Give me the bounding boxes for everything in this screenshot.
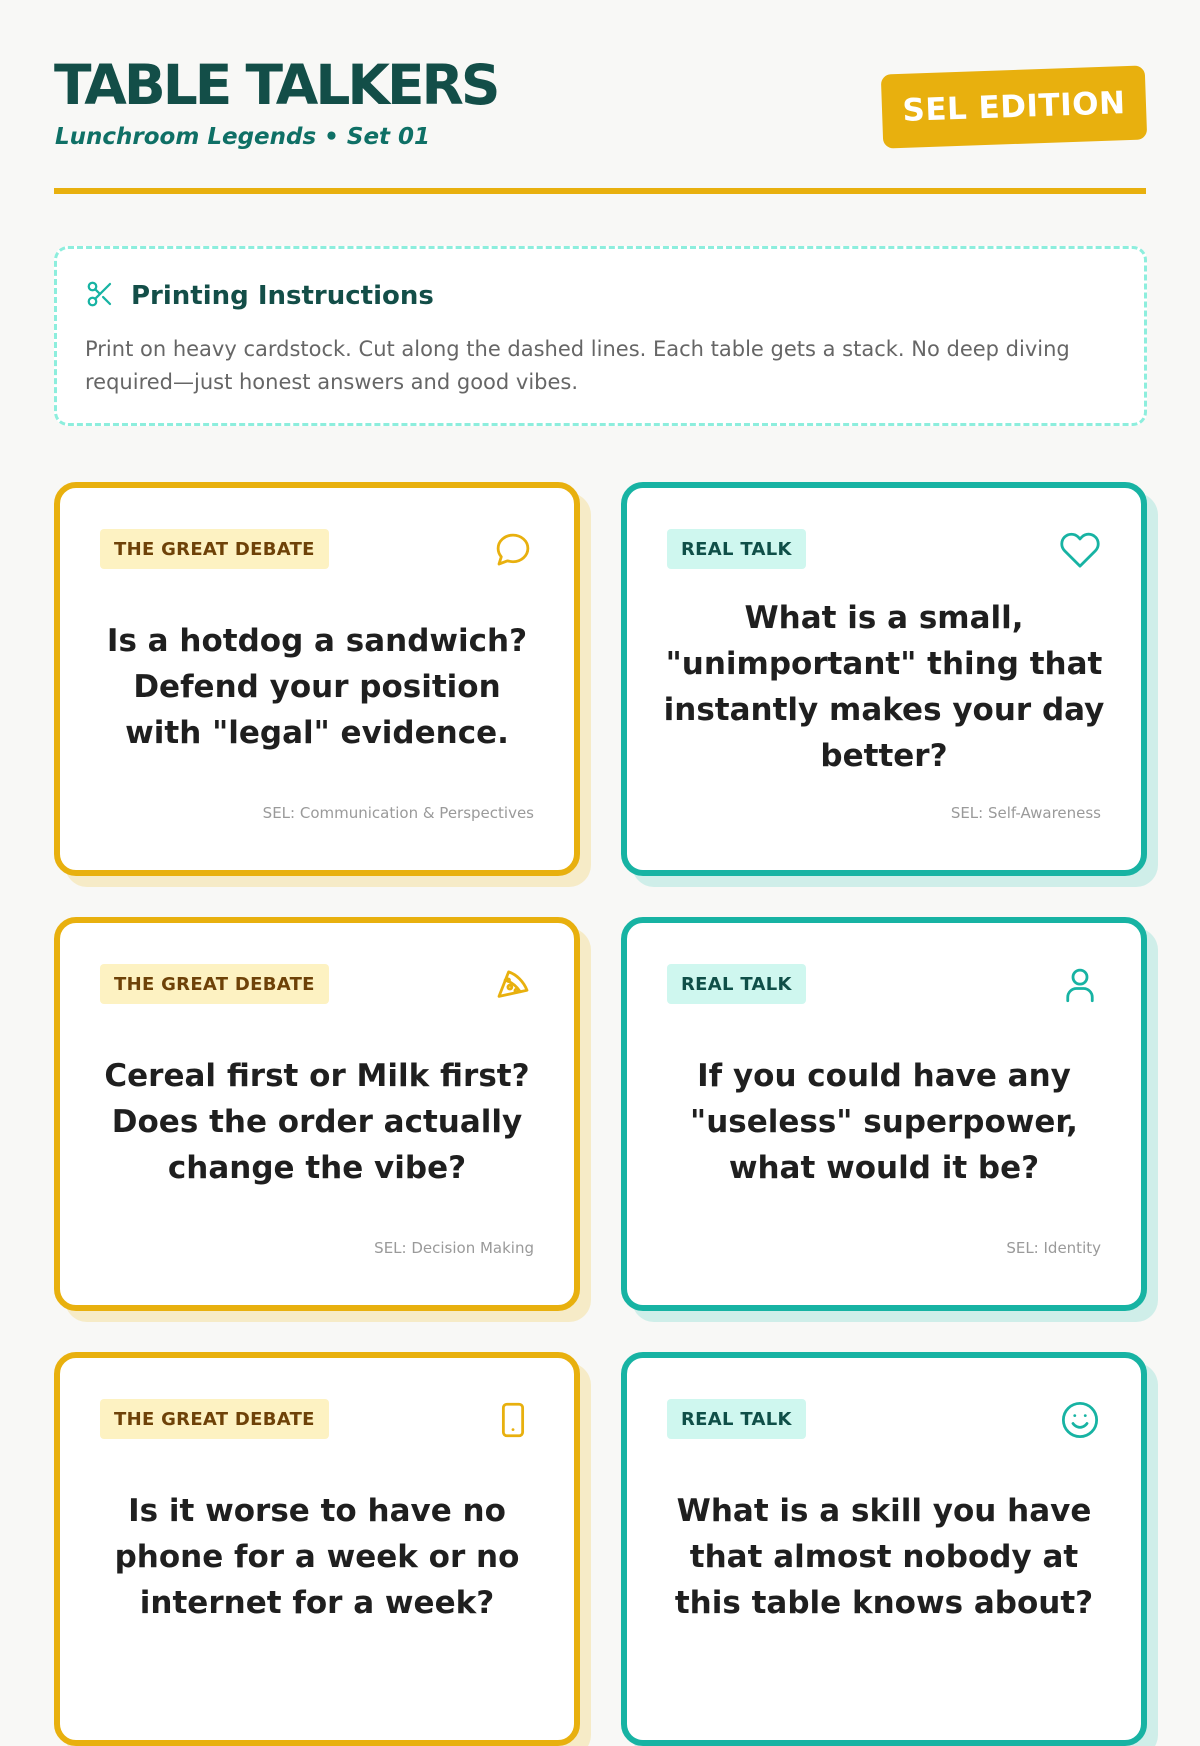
pizza-slice-icon: [492, 964, 534, 1006]
instructions-text: Print on heavy cardstock. Cut along the dashed lines. Each table gets a stack. No deep diving required—just honest answers and good vibes.: [85, 337, 1070, 394]
card-question: If you could have any "useless" superpower, what would it be?: [690, 1058, 1078, 1186]
category-tag: REAL TALK: [667, 964, 806, 1004]
card-question: What is a small, "unimportant" thing that instantly makes your day better?: [663, 600, 1105, 774]
page-title: TABLE TALKERS: [54, 53, 498, 117]
sel-competency: SEL: Identity: [1006, 1239, 1101, 1257]
edition-badge: SEL EDITION: [881, 65, 1147, 148]
instructions-header: [85, 279, 434, 313]
sel-competency: SEL: Decision Making: [374, 1239, 534, 1257]
heart-icon: [1059, 529, 1101, 571]
category-tag: THE GREAT DEBATE: [100, 529, 329, 569]
person-icon: [1059, 964, 1101, 1006]
conversation-card: [54, 1352, 580, 1746]
category-tag: REAL TALK: [667, 529, 806, 569]
conversation-card: [621, 1352, 1147, 1746]
card-question: What is a skill you have that almost nobody at this table knows about?: [674, 1493, 1094, 1621]
conversation-card: [54, 917, 580, 1311]
speech-bubble-icon: [492, 529, 534, 571]
smiley-icon: [1059, 1399, 1101, 1441]
card-question: Is a hotdog a sandwich? Defend your position with "legal" evidence.: [106, 623, 528, 751]
scissors-icon: [85, 279, 131, 313]
page-subtitle: Lunchroom Legends • Set 01: [55, 124, 431, 150]
conversation-card: [54, 482, 580, 876]
sel-competency: SEL: Communication & Perspectives: [262, 804, 534, 822]
header: [54, 0, 1146, 194]
printing-instructions-box: [54, 246, 1147, 426]
conversation-card: [621, 917, 1147, 1311]
category-tag: REAL TALK: [667, 1399, 806, 1439]
card-question: Is it worse to have no phone for a week or no internet for a week?: [114, 1493, 520, 1621]
category-tag: THE GREAT DEBATE: [100, 1399, 329, 1439]
category-tag: THE GREAT DEBATE: [100, 964, 329, 1004]
sel-competency: SEL: Self-Awareness: [950, 804, 1101, 822]
phone-icon: [492, 1399, 534, 1441]
card-question: Cereal first or Milk first? Does the order actually change the vibe?: [104, 1058, 530, 1186]
instructions-title: Printing Instructions: [131, 281, 434, 311]
conversation-card: [621, 482, 1147, 876]
